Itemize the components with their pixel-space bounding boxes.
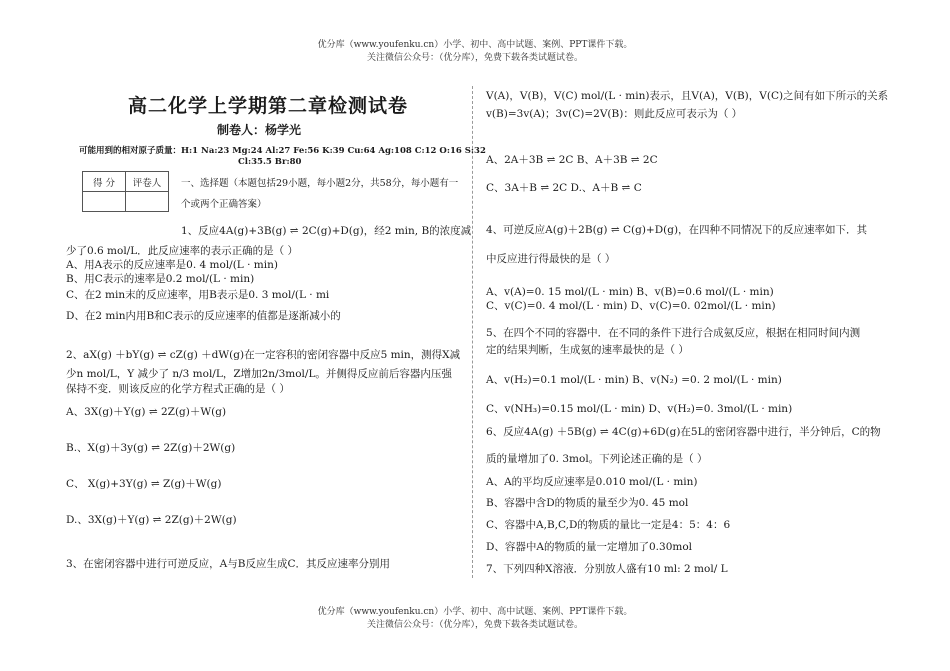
question-1-option-d: D、在2 min内用B和C表示的反应速率的值都是逐渐减小的 bbox=[66, 310, 341, 322]
question-6-option-b: B、容器中含D的物质的量至少为0. 45 mol bbox=[486, 497, 689, 509]
section-1-note: 个或两个正确答案） bbox=[181, 199, 267, 210]
atomic-mass-line-2: Cl:35.5 Br:80 bbox=[238, 157, 302, 167]
header-line-2: 关注微信公众号：（优分库），免费下载各类试题试卷。 bbox=[366, 53, 583, 63]
question-5-options-cd: C、v(NH₃)=0.15 mol/(L · min) D、v(H₂)=0. 3mol/(L · min) bbox=[486, 403, 793, 415]
question-2-option-d: D.、3X(g)＋Y(g) ⇌ 2Z(g)＋2W(g) bbox=[66, 514, 237, 526]
question-2-option-b: B.、X(g)＋3y(g) ⇌ 2Z(g)＋2W(g) bbox=[66, 442, 236, 454]
question-6-stem: 6、反应4A(g) ＋5B(g) ⇌ 4C(g)+6D(g)在5L的密闭容器中进行，半分钟后，C的物 bbox=[486, 426, 881, 438]
page-title: 高二化学上学期第二章检测试卷 bbox=[128, 95, 409, 117]
question-3-stem: 3、在密闭容器中进行可逆反应，A与B反应生成C．其反应速率分别用 bbox=[66, 558, 391, 570]
question-1-stem-cont: 少了0.6 mol/L．此反应速率的表示正确的是（ ） bbox=[66, 245, 299, 257]
section-1-heading: 一、选择题（本题包括29小题，每小题2分，共58分，每小题有一 bbox=[181, 178, 459, 189]
question-5-stem-cont: 定的结果判断，生成氨的速率最快的是（ ） bbox=[486, 344, 689, 356]
question-4-stem-cont: 中反应进行得最快的是（ ） bbox=[486, 253, 616, 265]
question-6-option-d: D、容器中A的物质的量一定增加了0.30mol bbox=[486, 541, 693, 553]
question-6-stem-cont: 质的量增加了0. 3mol。下列论述正确的是（ ） bbox=[486, 453, 708, 465]
question-3-options-ab: A、2A＋3B ⇌ 2C B、A＋3B ⇌ 2C bbox=[486, 154, 658, 166]
header-line-1: 优分库（www.youfenku.cn）小学、初中、高中试题、案例、PPT课件下载。 bbox=[317, 40, 633, 50]
footer-line-2: 关注微信公众号：（优分库），免费下载各类试题试卷。 bbox=[366, 620, 583, 630]
question-2-stem-cont-2: 保持不变．则该反应的化学方程式正确的是（ ） bbox=[66, 383, 290, 395]
author: 制卷人：杨学光 bbox=[217, 123, 302, 137]
question-1-option-b: B、用C表示的速率是0.2 mol/(L · min) bbox=[66, 273, 255, 285]
question-4-options-cd: C、v(C)=0. 4 mol/(L · min) D、v(C)=0. 02mol/(L · min) bbox=[486, 300, 776, 312]
question-2-stem: 2、aX(g) ＋bY(g) ⇌ cZ(g) ＋dW(g)在一定容积的密闭容器中反应5 min，测得X减 bbox=[66, 349, 461, 361]
question-6-option-c: C、容器中A,B,C,D的物质的量比一定是4：5：4：6 bbox=[486, 519, 731, 531]
question-1-option-a: A、用A表示的反应速率是0. 4 mol/(L · min) bbox=[66, 259, 278, 271]
question-3-relation: v(B)=3v(A)；3v(C)=2V(B)：则此反应可表示为（ ） bbox=[486, 108, 743, 120]
question-4-options-ab: A、v(A)=0. 15 mol/(L · min) B、v(B)=0.6 mol/(L · min) bbox=[486, 286, 774, 298]
question-2-option-a: A、3X(g)＋Y(g) ⇌ 2Z(g)＋W(g) bbox=[66, 406, 227, 418]
question-1-option-c: C、在2 min末的反应速率，用B表示是0. 3 mol/(L · mi bbox=[66, 289, 330, 301]
question-3-options-cd: C、3A＋B ⇌ 2C D.、A＋B ⇌ C bbox=[486, 182, 642, 194]
score-cell bbox=[83, 192, 126, 212]
question-4-stem: 4、可逆反应A(g)＋2B(g) ⇌ C(g)+D(g)，在四种不同情况下的反应速率如下．其 bbox=[486, 224, 868, 236]
column-divider bbox=[472, 86, 473, 578]
question-2-option-c: C、 X(g)+3Y(g) ⇌ Z(g)＋W(g) bbox=[66, 478, 222, 490]
score-table bbox=[82, 171, 169, 212]
question-2-stem-cont: 少n mol/L，Y 减少了 n/3 mol/L，Z增加2n/3mol/L。并侧得反应前后容器内压强 bbox=[66, 368, 452, 380]
atomic-mass-line-1: 可能用到的相对原子质量：H:1 Na:23 Mg:24 Al:27 Fe:56 K:39 Cu:64 Ag:108 C:12 O:16 S:32 bbox=[79, 146, 486, 156]
question-7-stem: 7、下列四种X溶液．分别放人盛有10 ml: 2 mol/ L bbox=[486, 563, 728, 575]
grader-label: 评卷人 bbox=[126, 172, 169, 192]
question-6-option-a: A、A的平均反应速率是0.010 mol/(L · min) bbox=[486, 476, 698, 488]
question-5-options-ab: A、v(H₂)=0.1 mol/(L · min) B、v(N₂) =0. 2 mol/(L · min) bbox=[486, 374, 782, 386]
footer-line-1: 优分库（www.youfenku.cn）小学、初中、高中试题、案例、PPT课件下载。 bbox=[317, 607, 633, 617]
grader-cell bbox=[126, 192, 169, 212]
question-3-stem-cont: V(A)，V(B)，V(C) mol/(L · min)表示，且V(A)，V(B)，V(C)之间有如下所示的关系 bbox=[486, 90, 889, 102]
score-label: 得 分 bbox=[83, 172, 126, 192]
question-5-stem: 5、在四个不同的容器中．在不同的条件下进行合成氨反应，根据在相同时间内测 bbox=[486, 327, 861, 339]
question-1-stem: 1、反应4A(g)+3B(g) ⇌ 2C(g)+D(g)，经2 min, B的浓度减 bbox=[181, 225, 472, 237]
